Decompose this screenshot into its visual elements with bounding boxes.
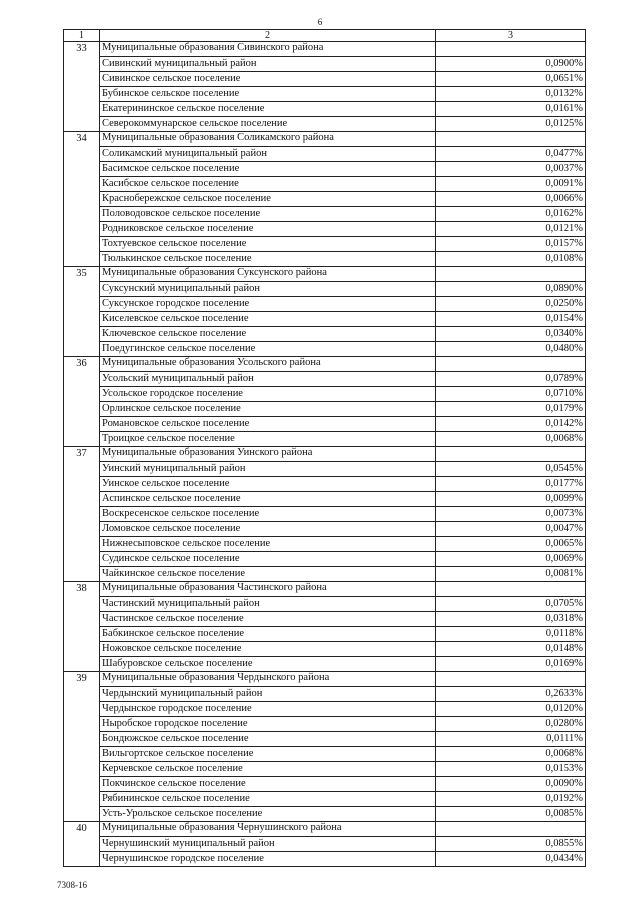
municipality-name: Орлинское сельское поселение — [100, 402, 436, 417]
table-row — [64, 402, 586, 417]
group-number: 39 — [64, 672, 100, 822]
share-value: 0,0789% — [436, 372, 586, 387]
municipality-name: Чернушинское городское поселение — [100, 852, 436, 867]
municipality-name: Поедугинское сельское поселение — [100, 342, 436, 357]
share-value: 0,0120% — [436, 702, 586, 717]
share-value: 0,0065% — [436, 537, 586, 552]
group-number: 38 — [64, 582, 100, 672]
share-value: 0,0090% — [436, 777, 586, 792]
municipality-name: Сивинское сельское поселение — [100, 72, 436, 87]
table-row — [64, 207, 586, 222]
group-number: 34 — [64, 132, 100, 267]
municipality-name: Ныробское городское поселение — [100, 717, 436, 732]
table-row — [64, 717, 586, 732]
page-number: 6 — [317, 17, 323, 27]
share-value: 0,0153% — [436, 762, 586, 777]
share-value: 0,2633% — [436, 687, 586, 702]
table-row — [64, 702, 586, 717]
group-value-empty — [436, 672, 586, 687]
municipality-name: Суксунский муниципальный район — [100, 282, 436, 297]
share-value: 0,0037% — [436, 162, 586, 177]
table-row — [64, 687, 586, 702]
share-value: 0,0073% — [436, 507, 586, 522]
municipality-name: Усольский муниципальный район — [100, 372, 436, 387]
table-row — [64, 192, 586, 207]
share-value: 0,0651% — [436, 72, 586, 87]
municipality-name: Половодовское сельское поселение — [100, 207, 436, 222]
table-row — [64, 657, 586, 672]
share-value: 0,0477% — [436, 147, 586, 162]
distribution-table — [63, 29, 586, 867]
municipality-name: Усольское городское поселение — [100, 387, 436, 402]
share-value: 0,0068% — [436, 432, 586, 447]
share-value: 0,0148% — [436, 642, 586, 657]
municipality-name: Тохтуевское сельское поселение — [100, 237, 436, 252]
group-value-empty — [436, 42, 586, 57]
table-row — [64, 372, 586, 387]
share-value: 0,0177% — [436, 477, 586, 492]
municipality-name: Родниковское сельское поселение — [100, 222, 436, 237]
table-row — [64, 342, 586, 357]
municipality-name: Чернушинский муниципальный район — [100, 837, 436, 852]
share-value: 0,0047% — [436, 522, 586, 537]
group-header-row — [64, 357, 586, 372]
municipality-name: Киселевское сельское поселение — [100, 312, 436, 327]
share-value: 0,0250% — [436, 297, 586, 312]
municipality-name: Уинское сельское поселение — [100, 477, 436, 492]
share-value: 0,0066% — [436, 192, 586, 207]
group-title: Муниципальные образования Соликамского района — [100, 132, 436, 147]
table-row — [64, 807, 586, 822]
share-value: 0,0108% — [436, 252, 586, 267]
header-col-2: 2 — [100, 30, 436, 42]
share-value: 0,0480% — [436, 342, 586, 357]
municipality-name: Чердынское городское поселение — [100, 702, 436, 717]
municipality-name: Сивинский муниципальный район — [100, 57, 436, 72]
share-value: 0,0121% — [436, 222, 586, 237]
municipality-name: Шабуровское сельское поселение — [100, 657, 436, 672]
table-row — [64, 852, 586, 867]
municipality-name: Воскресенское сельское поселение — [100, 507, 436, 522]
group-number: 40 — [64, 822, 100, 867]
share-value: 0,0154% — [436, 312, 586, 327]
group-number: 33 — [64, 42, 100, 132]
table-row — [64, 177, 586, 192]
table-row — [64, 162, 586, 177]
group-number: 36 — [64, 357, 100, 447]
group-header-row — [64, 582, 586, 597]
table-row — [64, 117, 586, 132]
share-value: 0,0900% — [436, 57, 586, 72]
share-value: 0,0169% — [436, 657, 586, 672]
table-header-row — [64, 30, 586, 42]
municipality-name: Керчевское сельское поселение — [100, 762, 436, 777]
municipality-name: Басимское сельское поселение — [100, 162, 436, 177]
share-value: 0,0111% — [436, 732, 586, 747]
table-row — [64, 222, 586, 237]
table-row — [64, 627, 586, 642]
table-row — [64, 747, 586, 762]
share-value: 0,0161% — [436, 102, 586, 117]
municipality-name: Суксунское городское поселение — [100, 297, 436, 312]
group-title: Муниципальные образования Сивинского района — [100, 42, 436, 57]
municipality-name: Вильгортское сельское поселение — [100, 747, 436, 762]
share-value: 0,0157% — [436, 237, 586, 252]
table-row — [64, 552, 586, 567]
municipality-name: Ножовское сельское поселение — [100, 642, 436, 657]
table-row — [64, 252, 586, 267]
header-col-3: 3 — [436, 30, 586, 42]
group-value-empty — [436, 447, 586, 462]
share-value: 0,0118% — [436, 627, 586, 642]
municipality-name: Покчинское сельское поселение — [100, 777, 436, 792]
share-value: 0,0318% — [436, 612, 586, 627]
table-row — [64, 387, 586, 402]
table-row — [64, 312, 586, 327]
municipality-name: Усть-Урольское сельское поселение — [100, 807, 436, 822]
share-value: 0,0085% — [436, 807, 586, 822]
table-row — [64, 507, 586, 522]
group-value-empty — [436, 132, 586, 147]
municipality-name: Ключевское сельское поселение — [100, 327, 436, 342]
group-header-row — [64, 132, 586, 147]
municipality-name: Бубинское сельское поселение — [100, 87, 436, 102]
table-row — [64, 777, 586, 792]
table-row — [64, 762, 586, 777]
municipality-name: Екатерининское сельское поселение — [100, 102, 436, 117]
share-value: 0,0280% — [436, 717, 586, 732]
table-row — [64, 492, 586, 507]
table-row — [64, 57, 586, 72]
table-row — [64, 297, 586, 312]
share-value: 0,0890% — [436, 282, 586, 297]
share-value: 0,0434% — [436, 852, 586, 867]
share-value: 0,0545% — [436, 462, 586, 477]
table-row — [64, 237, 586, 252]
share-value: 0,0081% — [436, 567, 586, 582]
municipality-name: Бондюжское сельское поселение — [100, 732, 436, 747]
share-value: 0,0710% — [436, 387, 586, 402]
share-value: 0,0125% — [436, 117, 586, 132]
municipality-name: Чайкинское сельское поселение — [100, 567, 436, 582]
table-row — [64, 102, 586, 117]
municipality-name: Касибское сельское поселение — [100, 177, 436, 192]
share-value: 0,0142% — [436, 417, 586, 432]
municipality-name: Рябининское сельское поселение — [100, 792, 436, 807]
share-value: 0,0192% — [436, 792, 586, 807]
table-row — [64, 837, 586, 852]
municipality-name: Краснобережское сельское поселение — [100, 192, 436, 207]
table-row — [64, 72, 586, 87]
group-header-row — [64, 822, 586, 837]
table-row — [64, 462, 586, 477]
table-row — [64, 477, 586, 492]
group-title: Муниципальные образования Чернушинского района — [100, 822, 436, 837]
municipality-name: Судинское сельское поселение — [100, 552, 436, 567]
table-row — [64, 282, 586, 297]
table-row — [64, 567, 586, 582]
group-title: Муниципальные образования Частинского района — [100, 582, 436, 597]
share-value: 0,0179% — [436, 402, 586, 417]
group-title: Муниципальные образования Усольского района — [100, 357, 436, 372]
share-value: 0,0162% — [436, 207, 586, 222]
group-header-row — [64, 672, 586, 687]
table-row — [64, 327, 586, 342]
municipality-name: Ломовское сельское поселение — [100, 522, 436, 537]
municipality-name: Частинский муниципальный район — [100, 597, 436, 612]
group-value-empty — [436, 582, 586, 597]
table-row — [64, 432, 586, 447]
group-value-empty — [436, 357, 586, 372]
group-value-empty — [436, 267, 586, 282]
header-col-1: 1 — [64, 30, 100, 42]
table-row — [64, 642, 586, 657]
share-value: 0,0132% — [436, 87, 586, 102]
municipality-name: Троицкое сельское поселение — [100, 432, 436, 447]
group-header-row — [64, 267, 586, 282]
municipality-name: Нижнесыповское сельское поселение — [100, 537, 436, 552]
table-row — [64, 792, 586, 807]
table-row — [64, 522, 586, 537]
municipality-name: Соликамский муниципальный район — [100, 147, 436, 162]
group-title: Муниципальные образования Суксунского района — [100, 267, 436, 282]
group-title: Муниципальные образования Уинского района — [100, 447, 436, 462]
municipality-name: Бабкинское сельское поселение — [100, 627, 436, 642]
municipality-name: Романовское сельское поселение — [100, 417, 436, 432]
share-value: 0,0099% — [436, 492, 586, 507]
municipality-name: Северокоммунарское сельское поселение — [100, 117, 436, 132]
table-row — [64, 537, 586, 552]
share-value: 0,0855% — [436, 837, 586, 852]
group-number: 37 — [64, 447, 100, 582]
share-value: 0,0069% — [436, 552, 586, 567]
group-number: 35 — [64, 267, 100, 357]
table-row — [64, 732, 586, 747]
document-code: 7308-16 — [57, 880, 87, 890]
share-value: 0,0340% — [436, 327, 586, 342]
group-header-row — [64, 447, 586, 462]
share-value: 0,0705% — [436, 597, 586, 612]
municipality-name: Чердынский муниципальный район — [100, 687, 436, 702]
municipality-name: Уинский муниципальный район — [100, 462, 436, 477]
table-row — [64, 417, 586, 432]
table-row — [64, 147, 586, 162]
group-header-row — [64, 42, 586, 57]
municipality-name: Аспинское сельское поселение — [100, 492, 436, 507]
share-value: 0,0091% — [436, 177, 586, 192]
share-value: 0,0068% — [436, 747, 586, 762]
table-row — [64, 612, 586, 627]
group-title: Муниципальные образования Чердынского района — [100, 672, 436, 687]
group-value-empty — [436, 822, 586, 837]
table-row — [64, 597, 586, 612]
municipality-name: Тюлькинское сельское поселение — [100, 252, 436, 267]
table-row — [64, 87, 586, 102]
municipality-name: Частинское сельское поселение — [100, 612, 436, 627]
